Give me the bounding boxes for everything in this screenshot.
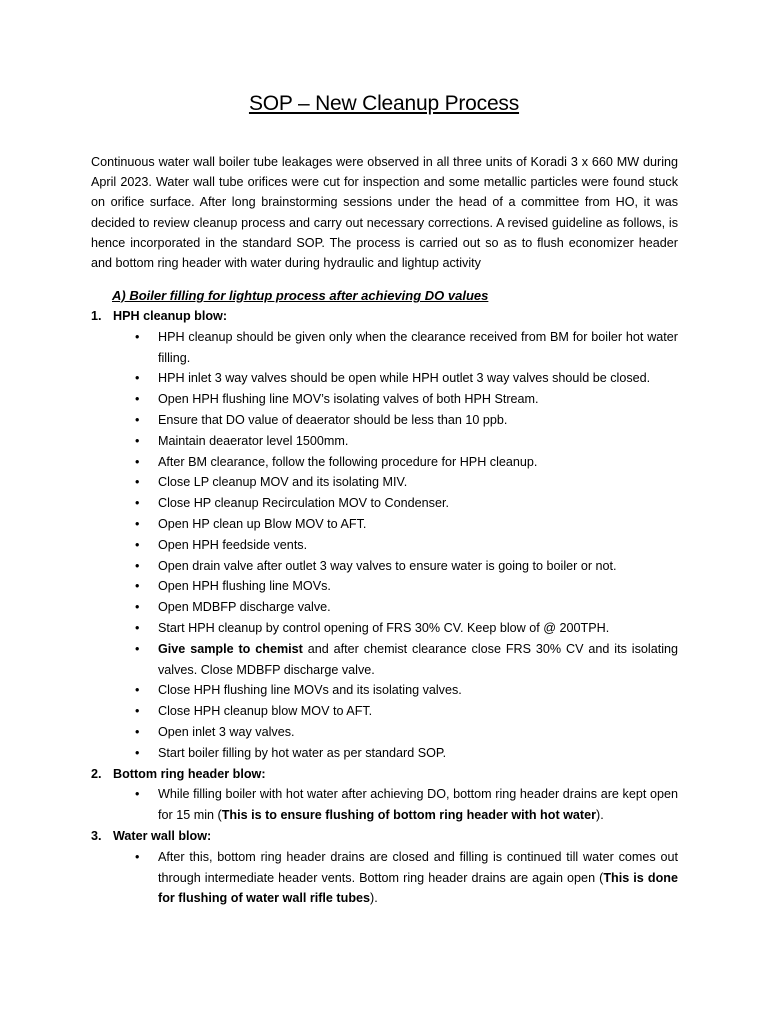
bullet-icon: • — [135, 641, 140, 656]
bullet-item: • HPH inlet 3 way valves should be open while HPH outlet 3 way valves should be closed. — [91, 368, 678, 389]
bullet-icon: • — [135, 745, 140, 760]
bullet-item: • Open HPH flushing line MOV’s isolating valves of both HPH Stream. — [91, 389, 678, 410]
bullet-icon: • — [135, 433, 140, 448]
section-label: Bottom ring header blow: — [113, 766, 266, 781]
bullet-item: • Open HPH feedside vents. — [91, 535, 678, 556]
bullet-icon: • — [135, 516, 140, 531]
bullet-icon: • — [135, 371, 140, 386]
bullet-item: • Open HPH flushing line MOVs. — [91, 576, 678, 597]
bullet-item: • Ensure that DO value of deaerator should be less than 10 ppb. — [91, 410, 678, 431]
bullet-item: • Open drain valve after outlet 3 way valves to ensure water is going to boiler or not. — [91, 556, 678, 577]
bullet-item: • Close HPH cleanup blow MOV to AFT. — [91, 701, 678, 722]
bullet-item: • HPH cleanup should be given only when the clearance received from BM for boiler hot water filling. — [91, 327, 678, 369]
bullet-icon: • — [135, 537, 140, 552]
bullet-item: • While filling boiler with hot water after achieving DO, bottom ring header drains are kept open for 15 min (This is to ensure flushing of bottom ring header with hot water). — [91, 784, 678, 826]
procedure-section — [91, 764, 678, 826]
bullet-icon: • — [135, 683, 140, 698]
bullet-item: • Close HP cleanup Recirculation MOV to Condenser. — [91, 493, 678, 514]
bullet-icon: • — [135, 704, 140, 719]
bullet-icon: • — [135, 579, 140, 594]
bullet-item: • Start HPH cleanup by control opening of FRS 30% CV. Keep blow of @ 200TPH. — [91, 618, 678, 639]
bullet-item: • Open inlet 3 way valves. — [91, 722, 678, 743]
section-label: Water wall blow: — [113, 828, 212, 843]
bullet-icon: • — [135, 496, 140, 511]
bullet-icon: • — [135, 600, 140, 615]
bullet-item: • Close LP cleanup MOV and its isolating MIV. — [91, 472, 678, 493]
section-number: 1. — [91, 309, 102, 323]
procedure-section — [91, 306, 678, 764]
bullet-item: • Give sample to chemist and after chemist clearance close FRS 30% CV and its isolating valves. Close MDBFP discharge valve. — [91, 639, 678, 681]
bullet-item: • Maintain deaerator level 1500mm. — [91, 431, 678, 452]
section-number: 3. — [91, 828, 102, 843]
section-label: HPH cleanup blow: — [113, 309, 228, 323]
section-heading — [91, 306, 678, 327]
bullet-icon: • — [135, 620, 140, 635]
intro-paragraph: Continuous water wall boiler tube leakages were observed in all three units of Koradi 3 x 660 MW during April 2023. Water wall tube orifices were cut for inspection and some metallic particles were found stuck on orifice surface. After long brainstorming sessions under the head of a committee from HO, it was decided to review cleanup process and carry out necessary corrections. A revised guideline as follows, is hence incorporated in the standard SOP. The process is carried out so as to flush economizer header and bottom ring header with water during hydraulic and lightup activity — [91, 155, 678, 271]
bullet-icon: • — [135, 724, 140, 739]
bullet-item: • Start boiler filling by hot water as per standard SOP. — [91, 743, 678, 764]
section-heading — [91, 764, 678, 785]
section-number: 2. — [91, 766, 102, 781]
bullet-icon: • — [135, 454, 140, 469]
bullet-item: • Open MDBFP discharge valve. — [91, 597, 678, 618]
bullet-item: • After this, bottom ring header drains are closed and filling is continued till water comes out through intermediate header vents. Bottom ring header drains are again open (This is done for flushing of water wall rifle tubes). — [91, 847, 678, 909]
bullet-icon: • — [135, 787, 140, 802]
section-heading-a: A) Boiler filling for lightup process after achieving DO values — [112, 288, 489, 303]
bullet-icon: • — [135, 558, 140, 573]
bullet-list — [91, 784, 678, 826]
procedure-section — [91, 826, 678, 909]
bullet-icon: • — [135, 392, 140, 407]
bullet-icon: • — [135, 412, 140, 427]
bullet-list — [91, 327, 678, 764]
bullet-item: • Close HPH flushing line MOVs and its isolating valves. — [91, 680, 678, 701]
bullet-icon: • — [135, 329, 140, 344]
bullet-icon: • — [135, 849, 140, 864]
bullet-item: • After BM clearance, follow the following procedure for HPH cleanup. — [91, 452, 678, 473]
document-title: SOP – New Cleanup Process — [248, 92, 520, 115]
section-heading — [91, 826, 678, 847]
bullet-item: • Open HP clean up Blow MOV to AFT. — [91, 514, 678, 535]
bullet-list — [91, 847, 678, 909]
bullet-icon: • — [135, 475, 140, 490]
procedure-list — [91, 306, 678, 909]
